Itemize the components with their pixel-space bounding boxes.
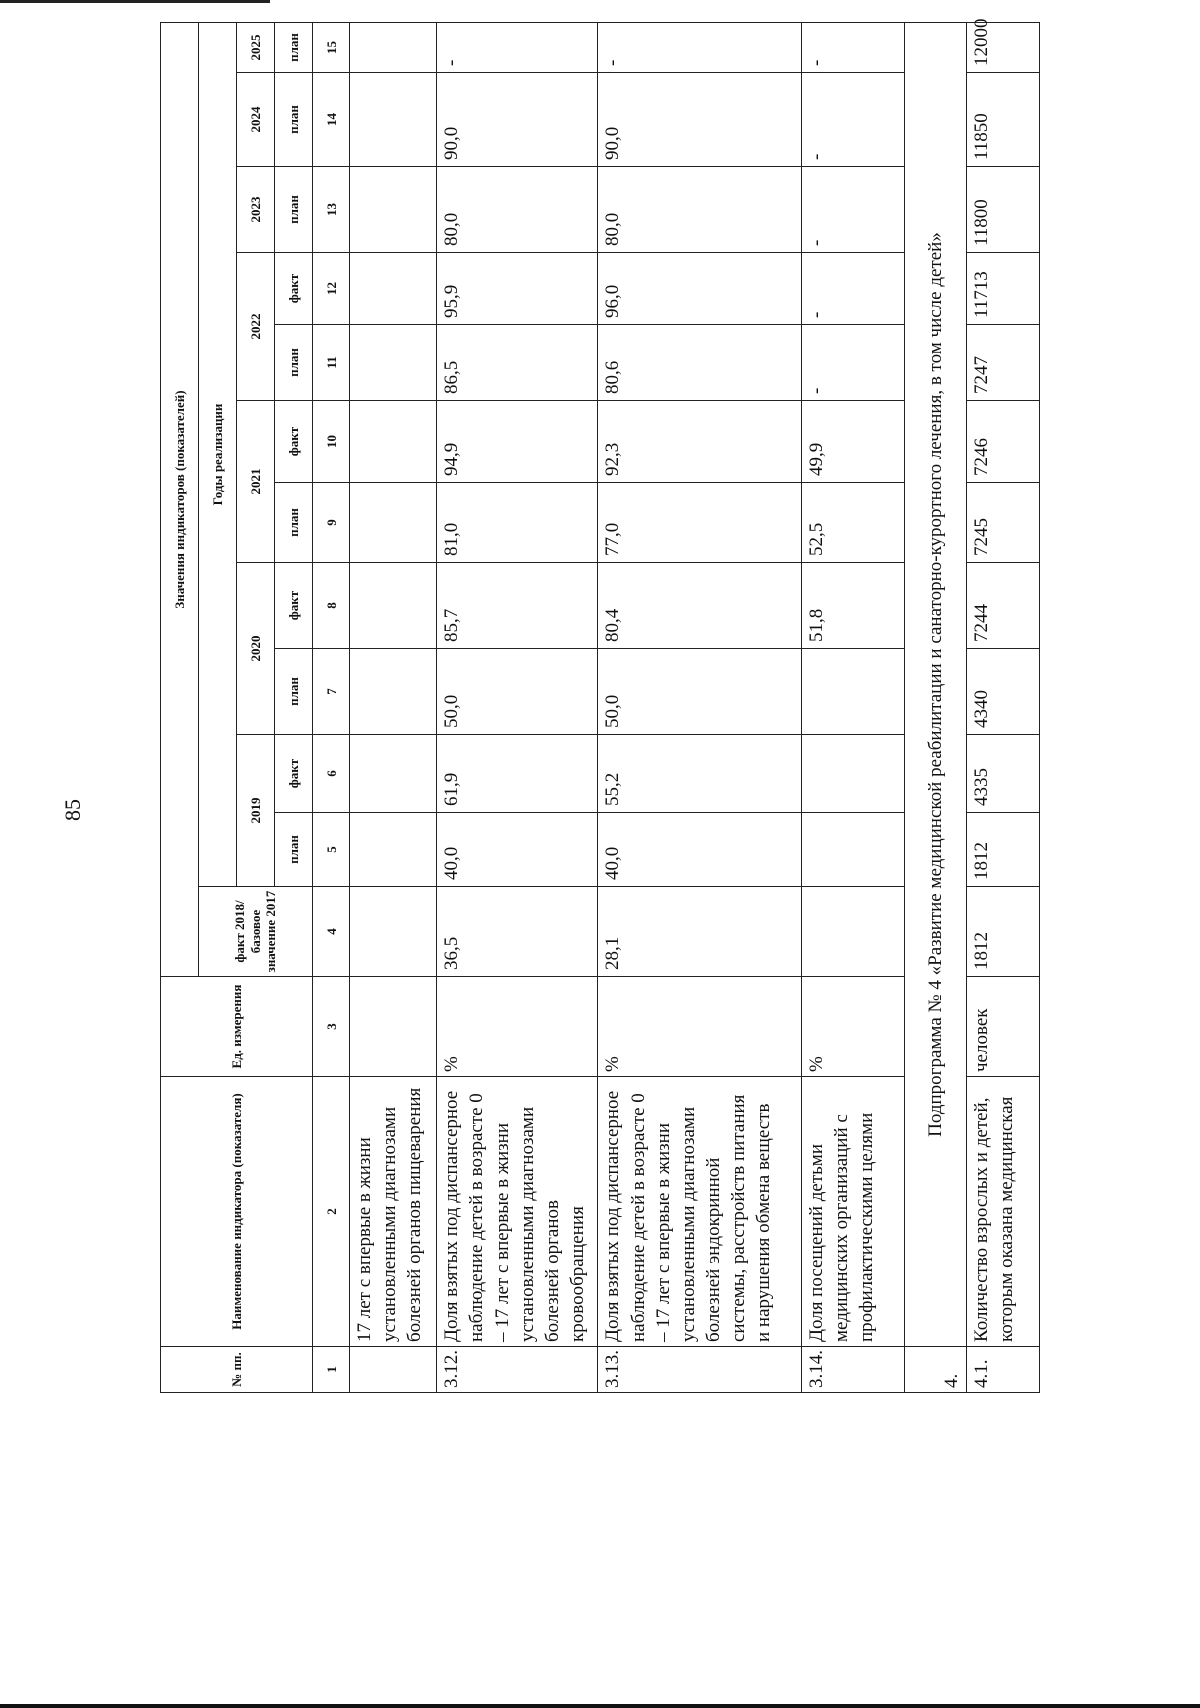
column-number: 15	[313, 22, 350, 72]
header-row-1	[161, 22, 199, 1392]
value-cell	[801, 649, 905, 735]
value-cell: 11713	[967, 253, 1040, 325]
value-cell	[350, 22, 437, 72]
value-cell: -	[437, 22, 598, 72]
bottom-rule	[0, 1704, 1200, 1708]
header-year-2021: 2021	[237, 401, 275, 563]
header-plan: план	[275, 73, 313, 167]
value-cell: 51,8	[801, 563, 905, 649]
header-no: № пп.	[161, 1347, 313, 1393]
row-number: 4.1.	[967, 1347, 1040, 1393]
value-cell: 50,0	[598, 649, 801, 735]
value-cell: 7246	[967, 401, 1040, 483]
table-row	[598, 22, 801, 1392]
value-cell	[801, 813, 905, 887]
column-number: 5	[313, 813, 350, 887]
header-values-title: Значения индикаторов (показателей)	[161, 22, 199, 976]
header-plan: план	[275, 813, 313, 887]
indicator-name: Количество взрослых и детей, которым оказана медицинская	[967, 1077, 1040, 1347]
value-cell: 80,6	[598, 325, 801, 401]
value-cell	[350, 483, 437, 563]
value-cell: 94,9	[437, 401, 598, 483]
value-cell	[801, 735, 905, 813]
section-number: 4.	[905, 1347, 967, 1393]
column-number: 8	[313, 563, 350, 649]
header-fact: факт	[275, 253, 313, 325]
value-cell: 1812	[967, 887, 1040, 977]
header-year-2019: 2019	[237, 735, 275, 887]
value-cell	[350, 649, 437, 735]
value-cell: 80,0	[598, 167, 801, 253]
value-cell	[350, 813, 437, 887]
header-year-2025: 2025	[237, 22, 275, 72]
header-year-2024: 2024	[237, 73, 275, 167]
header-name: Наименование индикатора (показателя)	[161, 1077, 313, 1347]
page-number: 85	[60, 799, 85, 821]
value-cell	[350, 253, 437, 325]
value-cell: 1812	[967, 813, 1040, 887]
indicator-name: Доля посещений детьми медицинских организаций с профилактическими целями	[801, 1077, 905, 1347]
value-cell: 4340	[967, 649, 1040, 735]
value-cell: 80,4	[598, 563, 801, 649]
value-cell: 92,3	[598, 401, 801, 483]
value-cell: -	[801, 325, 905, 401]
column-number: 2	[313, 1077, 350, 1347]
header-year-2020: 2020	[237, 563, 275, 735]
indicators-table	[160, 18, 1040, 1393]
header-plan: план	[275, 325, 313, 401]
value-cell: -	[801, 253, 905, 325]
column-number: 14	[313, 73, 350, 167]
value-cell	[350, 563, 437, 649]
table-row	[350, 22, 437, 1392]
value-cell: 50,0	[437, 649, 598, 735]
unit-cell: %	[598, 977, 801, 1077]
value-cell: 4335	[967, 735, 1040, 813]
top-rule	[0, 0, 270, 3]
header-fact: факт	[275, 735, 313, 813]
column-number: 10	[313, 401, 350, 483]
column-number: 12	[313, 253, 350, 325]
value-cell: -	[801, 73, 905, 167]
column-number: 6	[313, 735, 350, 813]
unit-cell	[350, 977, 437, 1077]
header-fact: факт	[275, 563, 313, 649]
table-row	[437, 22, 598, 1392]
header-years-title: Годы реализации	[199, 22, 237, 886]
table-row	[967, 22, 1040, 1392]
table-row	[801, 22, 905, 1392]
value-cell: 85,7	[437, 563, 598, 649]
value-cell: 90,0	[598, 73, 801, 167]
value-cell: 11800	[967, 167, 1040, 253]
header-base: факт 2018/базовое значение 2017	[199, 887, 313, 977]
column-number: 9	[313, 483, 350, 563]
value-cell: 55,2	[598, 735, 801, 813]
unit-cell: %	[437, 977, 598, 1077]
value-cell: 36,5	[437, 887, 598, 977]
value-cell: 11850	[967, 73, 1040, 167]
row-number	[350, 1347, 437, 1393]
section-row	[905, 22, 967, 1392]
header-year-2022: 2022	[237, 253, 275, 401]
value-cell	[801, 887, 905, 977]
value-cell	[350, 167, 437, 253]
header-unit: Ед. измерения	[161, 977, 313, 1077]
value-cell: 86,5	[437, 325, 598, 401]
value-cell	[350, 401, 437, 483]
value-cell: 81,0	[437, 483, 598, 563]
header-plan: план	[275, 167, 313, 253]
value-cell	[350, 735, 437, 813]
value-cell: 7244	[967, 563, 1040, 649]
value-cell: 96,0	[598, 253, 801, 325]
column-number: 1	[313, 1347, 350, 1393]
header-plan: план	[275, 649, 313, 735]
unit-cell: человек	[967, 977, 1040, 1077]
value-cell: -	[801, 167, 905, 253]
value-cell: 49,9	[801, 401, 905, 483]
indicator-name: Доля взятых под диспансерное наблюдение детей в возрасте 0 – 17 лет с впервые в жизни установленными диагнозами болезней эндокринной системы, расстройств питания и нарушения обмена веществ	[598, 1077, 801, 1347]
indicator-name: 17 лет с впервые в жизни установленными диагнозами болезней органов пищеварения	[350, 1077, 437, 1347]
header-plan: план	[275, 483, 313, 563]
column-number: 11	[313, 325, 350, 401]
value-cell: 12000	[967, 22, 1040, 72]
section-title: Подпрограмма № 4 «Развитие медицинской реабилитации и санаторно-курортного лечения, в том числе детей»	[905, 22, 967, 1346]
value-cell: 77,0	[598, 483, 801, 563]
value-cell: 28,1	[598, 887, 801, 977]
indicator-name: Доля взятых под диспансерное наблюдение детей в возрасте 0 – 17 лет с впервые в жизни установленными диагнозами болезней органов кровообращения	[437, 1077, 598, 1347]
value-cell: 7245	[967, 483, 1040, 563]
column-number: 13	[313, 167, 350, 253]
column-number: 4	[313, 887, 350, 977]
value-cell: 80,0	[437, 167, 598, 253]
column-number: 7	[313, 649, 350, 735]
column-number-row	[313, 22, 350, 1392]
rotated-page	[160, 18, 1040, 1393]
header-year-2023: 2023	[237, 167, 275, 253]
value-cell: 40,0	[598, 813, 801, 887]
header-fact: факт	[275, 401, 313, 483]
value-cell: -	[598, 22, 801, 72]
value-cell: 95,9	[437, 253, 598, 325]
value-cell: 7247	[967, 325, 1040, 401]
unit-cell: %	[801, 977, 905, 1077]
row-number: 3.14.	[801, 1347, 905, 1393]
value-cell	[350, 325, 437, 401]
value-cell	[350, 73, 437, 167]
value-cell: 52,5	[801, 483, 905, 563]
value-cell: 61,9	[437, 735, 598, 813]
value-cell: 40,0	[437, 813, 598, 887]
row-number: 3.12.	[437, 1347, 598, 1393]
value-cell: -	[801, 22, 905, 72]
row-number: 3.13.	[598, 1347, 801, 1393]
column-number: 3	[313, 977, 350, 1077]
header-plan: план	[275, 22, 313, 72]
value-cell	[350, 887, 437, 977]
value-cell: 90,0	[437, 73, 598, 167]
